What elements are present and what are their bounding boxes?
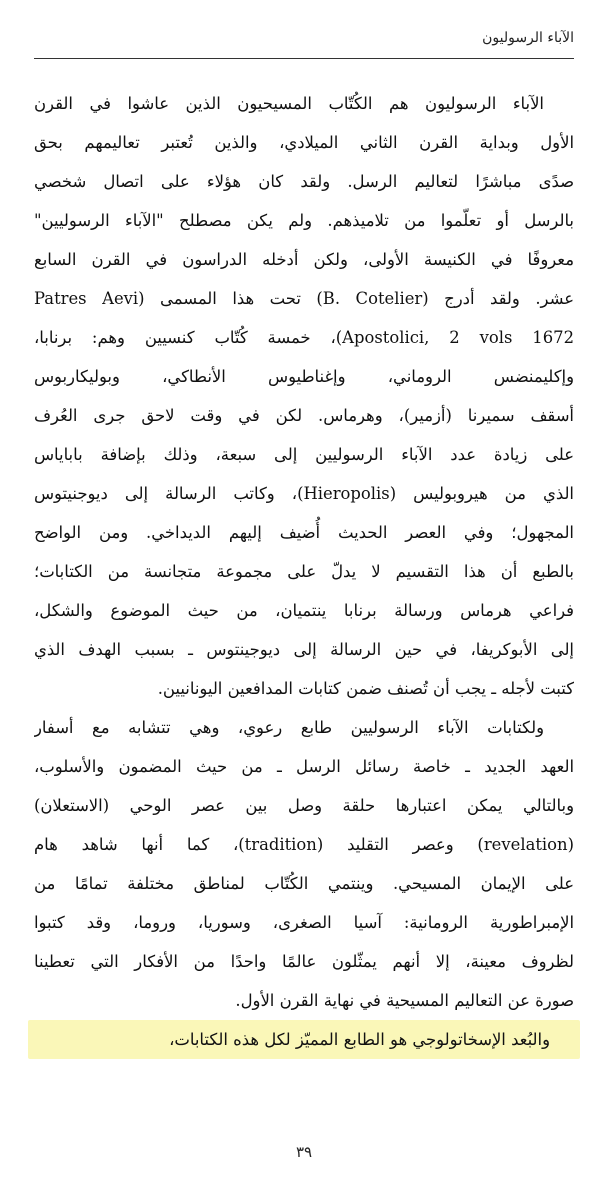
text-line: وبالتالي يمكن اعتبارها حلقة وصل بين عصر الوحي (الاستعلان)	[34, 796, 574, 815]
page-number: ٣٩	[295, 1143, 313, 1161]
text-line: الآباء الرسوليون هم الكُتّاب المسيحيون الذين عاشوا في القرن	[34, 94, 544, 113]
text-line: بالرسل أو تعلّموا من تلاميذهم. ولم يكن مصطلح "الآباء الرسوليين"	[34, 211, 574, 230]
text-line: الذي من هيروبوليس (Hieropolis)، وكاتب الرسالة إلى ديوجنيتوس	[34, 484, 574, 503]
header-rule	[34, 58, 574, 59]
text-line: كتبت لأجله ـ يجب أن تُصنف ضمن كتابات المدافعين اليونانيين.	[157, 679, 574, 698]
text-line: المجهول؛ وفي العصر الحديث أُضيف إليهم الديداخي. ومن الواضح	[34, 523, 574, 542]
text-line: ولكتابات الآباء الرسوليين طابع رعوي، وهي تتشابه مع أسفار	[34, 718, 544, 737]
text-line: Apostolici, 2 vols 1672)، خمسة كُتّاب كنسيين وهم: برنابا،	[34, 328, 574, 347]
text-line: بالطبع أن هذا التقسيم لا يدلّ على مجموعة متجانسة من الكتابات؛	[34, 562, 574, 581]
text-line: معروفًا في الكنيسة الأولى، ولكن أدخله الدراسون في القرن السابع	[34, 250, 574, 269]
highlighted-text-line: والبُعد الإسخاتولوجي هو الطابع المميّز لكل هذه الكتابات،	[28, 1020, 580, 1059]
text-line: (revelation) وعصر التقليد (tradition)، كما أنها شاهد هام	[34, 835, 574, 854]
text-line: على زيادة عدد الآباء الرسوليين إلى سبعة، وذلك بإضافة باباياس	[34, 445, 574, 464]
text-line: على الإيمان المسيحي. وينتمي الكُتّاب لمناطق مختلفة تمامًا من	[34, 874, 574, 893]
text-line: عشر. ولقد أدرج (B. Cotelier) تحت هذا المسمى (Patres Aevi	[34, 289, 574, 308]
running-header: الآباء الرسوليون	[482, 30, 574, 46]
text-line: صدًى مباشرًا لتعاليم الرسل. ولقد كان هؤلاء على اتصال شخصي	[34, 172, 574, 191]
text-line: وإكليمنضس الروماني، وإغناطيوس الأنطاكي، وبوليكاربوس	[34, 367, 574, 386]
text-line: صورة عن التعاليم المسيحية في نهاية القرن الأول.	[235, 991, 574, 1010]
body-text	[34, 84, 574, 1059]
text-line: أسقف سميرنا (أزمير)، وهرماس. لكن في وقت لاحق جرى العُرف	[34, 406, 574, 425]
text-line: العهد الجديد ـ خاصة رسائل الرسل ـ من حيث المضمون والأسلوب،	[34, 757, 574, 776]
text-line: إلى الأبوكريفا، في حين الرسالة إلى ديوجينتوس ـ بسبب الهدف الذي	[34, 640, 574, 659]
text-line: لظروف معينة، إلا أنهم يمثّلون عالمًا واحدًا من الأفكار التي تعطينا	[34, 952, 574, 971]
text-line: الإمبراطورية الرومانية: آسيا الصغرى، وسوريا، وروما، وقد كتبوا	[34, 913, 574, 932]
text-line: فراعي هرماس ورسالة برنابا ينتميان، من حيث الموضوع والشكل،	[34, 601, 574, 620]
text-line: الأول وبداية القرن الثاني الميلادي، والذين تُعتبر تعاليمهم بحق	[34, 133, 574, 152]
